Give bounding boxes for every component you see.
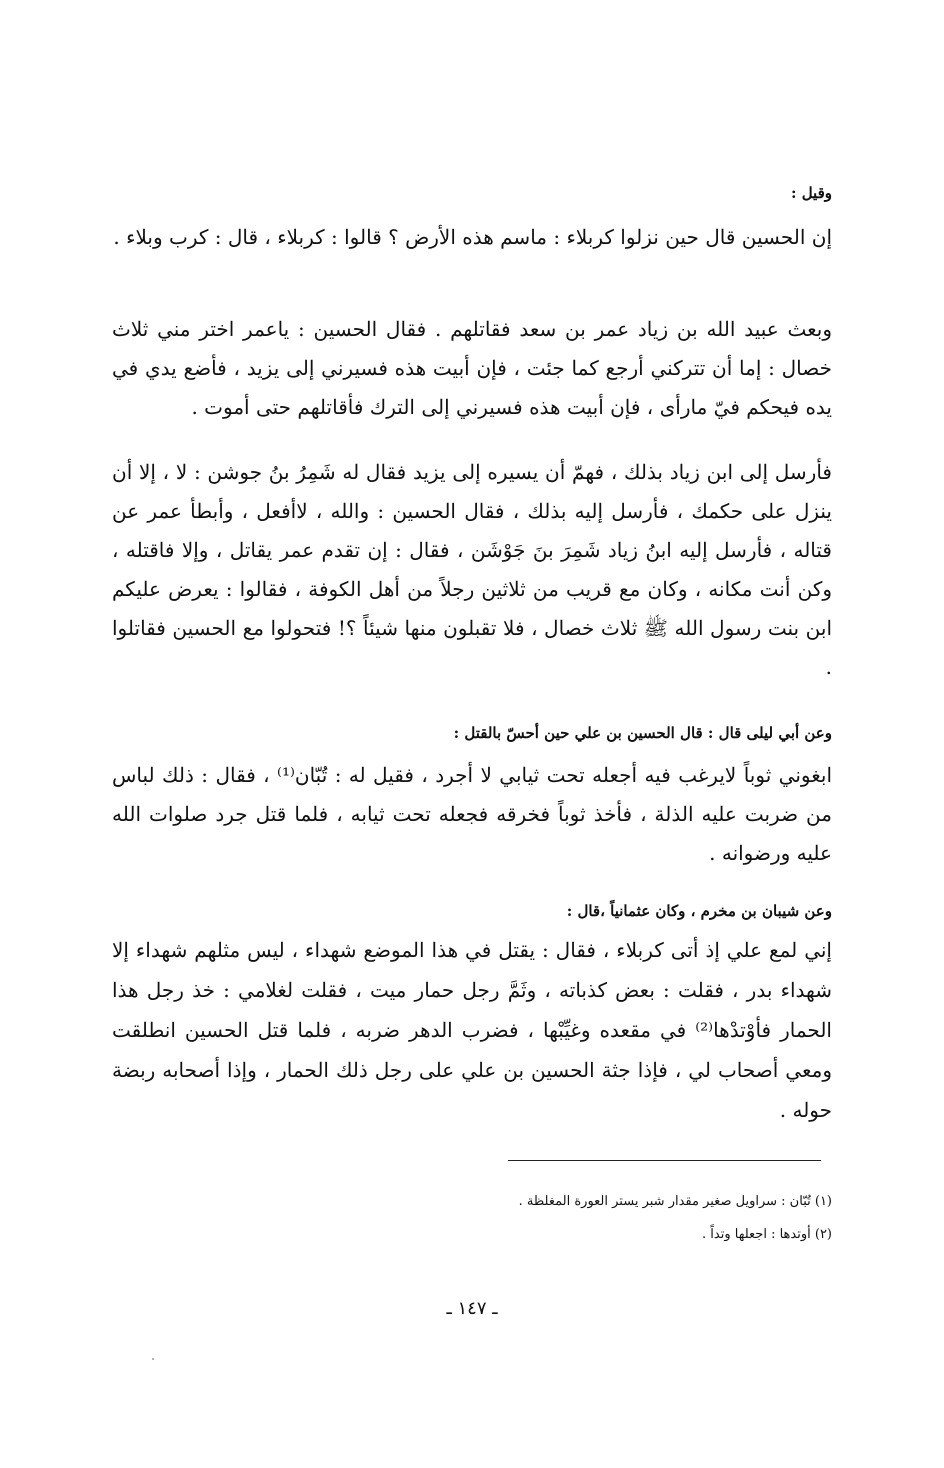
scan-speck [152,1358,154,1360]
section-1-paragraph: إن الحسين قال حين نزلوا كربلاء : ماسم هذه الأرض ؟ قالوا : كربلاء ، قال : كرب وبلاء . [113,225,832,249]
footnote-divider [508,1160,821,1161]
section-3-paragraph: فأرسل إلى ابن زياد بذلك ، فهمّ أن يسيره إلى يزيد فقال له شَمِرُ بنُ جوشن : لا ، إلا أن ينزل على حكمك ، فأرسل إليه بذلك ، فقال الحسين : والله ، لاأفعل ، وأبطأ عمر عن قتاله ، فأرسل إليه ابنُ زياد شَمِرَ بنَ جَوْشَن ، فقال : إن تقدم عمر يقاتل ، وإلا فاقتله ، وكن أنت مكانه ، وكان مع قريب من ثلاثين رجلاً من أهل الكوفة ، فقالوا : يعرض عليكم ابن بنت رسول الله ﷺ ثلاث خصال ، فلا تقبلون منها شيئاً ؟! فتحولوا مع الحسين فقاتلوا . [112,460,832,679]
section-5-paragraph: إني لمع علي إذ أتى كربلاء ، فقال : يقتل في هذا الموضع شهداء ، ليس مثلهم شهداء إلا شهداء بدر ، فقلت : بعض كذباته ، وثَمَّ رجل حمار ميت ، فقلت لغلامي : خذ رجل هذا الحمار فأوْتدْها⁽²⁾ في مقعده وغيِّبْها ، فضرب الدهر ضربه ، فلما قتل الحسين انطلقت ومعي أصحاب لي ، فإذا جثة الحسين بن علي على رجل ذلك الحمار ، وإذا أصحابه ربضة حوله . [112,938,832,1122]
section-5-heading: وعن شيبان بن مخرم ، وكان عثمانياً ،قال : [566,902,832,920]
section-2-paragraph: وبعث عبيد الله بن زياد عمر بن سعد فقاتلهم . فقال الحسين : ياعمر اختر مني ثلاث خصال : إما أن تتركني أرجع كما جئت ، فإن أبيت هذه فسيرني إلى يزيد ، فأضع يدي في يده فيحكم فيّ مارأى ، فإن أبيت هذه فسيرني إلى الترك فأقاتلهم حتى أموت . [112,317,832,419]
page-number: ـ ١٤٧ ـ [446,1298,498,1319]
section-4-heading: وعن أبي ليلى قال : قال الحسين بن علي حين أحسّ بالقتل : [453,724,832,742]
section-4-paragraph: ابغوني ثوباً لايرغب فيه أجعله تحت ثيابي لا أجرد ، فقيل له : تُبّان⁽¹⁾ ، فقال : ذلك لباس من ضربت عليه الذلة ، فأخذ ثوباً فخرقه فجعله تحت ثيابه ، فلما قتل جرد صلوات الله عليه ورضوانه . [112,763,833,865]
section-1-heading: وقيل : [790,184,832,202]
footnote-1: (١) تُبّان : سراويل صغير مقدار شبر يستر العورة المغلظة . [518,1194,832,1209]
footnote-2: (٢) أوتدها : اجعلها وتداً . [702,1227,832,1242]
